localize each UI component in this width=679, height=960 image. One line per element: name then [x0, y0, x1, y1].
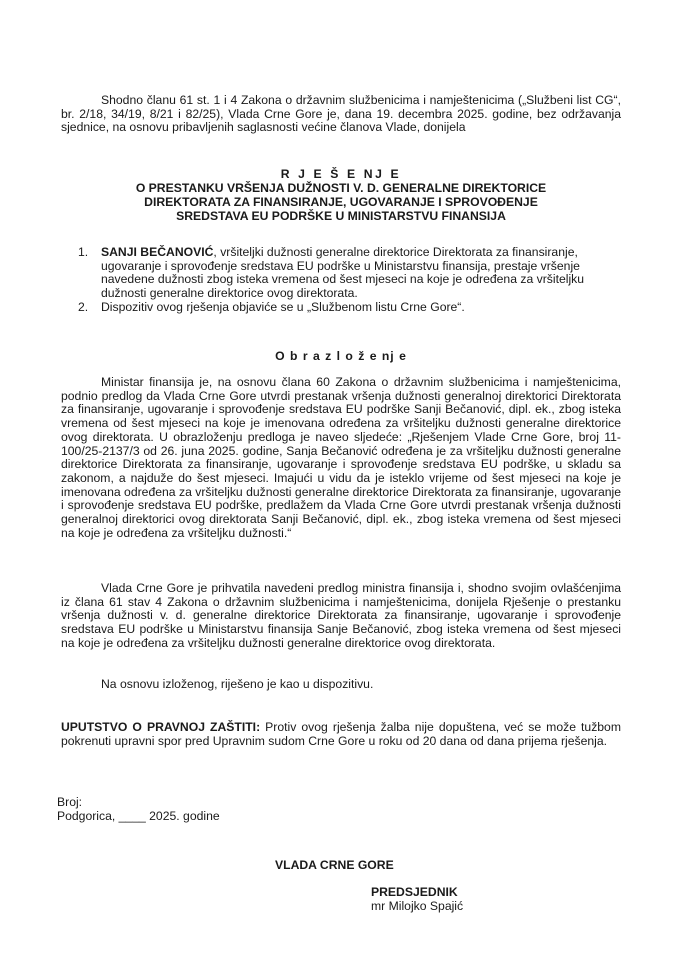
person-name: SANJI BEČANOVIĆ: [101, 245, 214, 259]
reasoning-heading: O b r a z l o ž e nj e: [275, 349, 407, 363]
title-line-3: DIREKTORATA ZA FINANSIRANJE, UGOVARANJE I SPROVOĐENJE: [144, 195, 538, 209]
reasoning-paragraph-3: Na osnovu izloženog, riješeno je kao u dispozitivu.: [101, 677, 374, 691]
title-line-4: SREDSTAVA EU PODRŠKE U MINISTARSTVU FINANSIJA: [176, 209, 506, 223]
reasoning-paragraph-2: Vlada Crne Gore je prihvatila navedeni predlog ministra finansija i, shodno svojim ovlašćenjima iz člana 61 stav 4 Zakona o državnim službenicima i namještenicima, donijela Rješenje o prestanku vršenja dužnosti v. d. generalne direktorice Direktorata za finansiranje, ugovaranje i sprovođenje sredstava EU podrške u Ministarstvu finansija Sanje Bečanović, zbog isteka vremena od šest mjeseci na koje je određena za vršiteljku dužnosti generalne direktorice ovog direktorata.: [61, 581, 621, 650]
reasoning-paragraph-1: Ministar finansija je, na osnovu člana 60 Zakona o državnim službenicima i namještenicima, podnio predlog da Vlada Crne Gore utvrdi prestanak vršenja dužnosti generalnoj direktorici Direktorata za finansiranje, ugovaranje i sprovođenje sredstava EU podrške Sanji Bečanović, dipl. ek., zbog isteka vremena od šest mjeseci na koje je imenovana određena za vršiteljku dužnosti generalne direktorice ovog direktorata. U obrazloženju predloga je naveo sljedeće: „Rješenjem Vlade Crne Gore, broj 11-100/25-2137/3 od 26. juna 2025. godine, Sanja Bečanović određena je za vršiteljku dužnosti generalne direktorice Direktorata za finansiranje, ugovaranje i sprovođenje sredstava EU podrške, u skladu sa zakonom, a najduže do šest mjeseci. Imajući u vidu da je isteklo vrijeme od šest mjeseci na koje je imenovana određena za vršiteljku dužnosti generalne direktorice Direktorata za finansiranje, ugovaranje i sprovođenje sredstava EU podrške, predlažem da Vlada Crne Gore utvrdi prestanak vršenja dužnosti generalnoj direktorici ovog direktorata Sanji Bečanović, dipl. ek., zbog isteka vremena od šest mjeseci na koje je određena za vršiteljku dužnosti.“: [61, 375, 621, 540]
title-line-1: R J E Š E NJ E: [280, 167, 402, 181]
item-text: Dispozitiv ovog rješenja objaviće se u „Službenom listu Crne Gore“.: [101, 299, 465, 314]
signatory-name: mr Milojko Spajić: [371, 899, 464, 913]
dispositive-list: [78, 246, 623, 315]
government-name: VLADA CRNE GORE: [275, 858, 394, 872]
legal-protection-label: UPUTSTVO O PRAVNOJ ZAŠTITI:: [61, 720, 261, 734]
signatory-title: PREDSJEDNIK: [371, 885, 458, 899]
legal-protection-text: Protiv ovog rješenja žalba nije dopuštena, već se može tužbom pokrenuti upravni spor pred Upravnim sudom Crne Gore u roku od 20 dana od dana prijema rješenja.: [61, 720, 621, 748]
preamble: Shodno članu 61 st. 1 i 4 Zakona o državnim službenicima i namještenicima („Službeni list CG“, br. 2/18, 34/19, 8/21 i 82/25), Vlada Crne Gore je, dana 19. decembra 2025. godine, bez održavanja sjednice, na osnovu pribavljenih saglasnosti većine članova Vlade, donijela: [61, 93, 621, 135]
title-line-2: O PRESTANKU VRŠENJA DUŽNOSTI V. D. GENERALNE DIREKTORICE: [135, 181, 547, 195]
number-label: Broj:: [57, 795, 83, 809]
item-text: , vršiteljki dužnosti generalne direktorice Direktorata za finansiranje, ugovaranje i sprovođenje sredstava EU podrške u Ministarstvu finansija, prestaje vršenje navedene dužnosti zbog isteka vremena od šest mjeseci na koje je određena za vršiteljku dužnosti generalne direktorice ovog direktorata.: [101, 245, 585, 301]
dispositive-item-1: [78, 246, 623, 301]
item-number: 1.: [78, 245, 89, 259]
dispositive-item-2: [78, 301, 623, 315]
item-number: 2.: [78, 299, 89, 314]
legal-protection: [61, 721, 621, 748]
place-date: Podgorica, ____ 2025. godine: [57, 809, 220, 823]
